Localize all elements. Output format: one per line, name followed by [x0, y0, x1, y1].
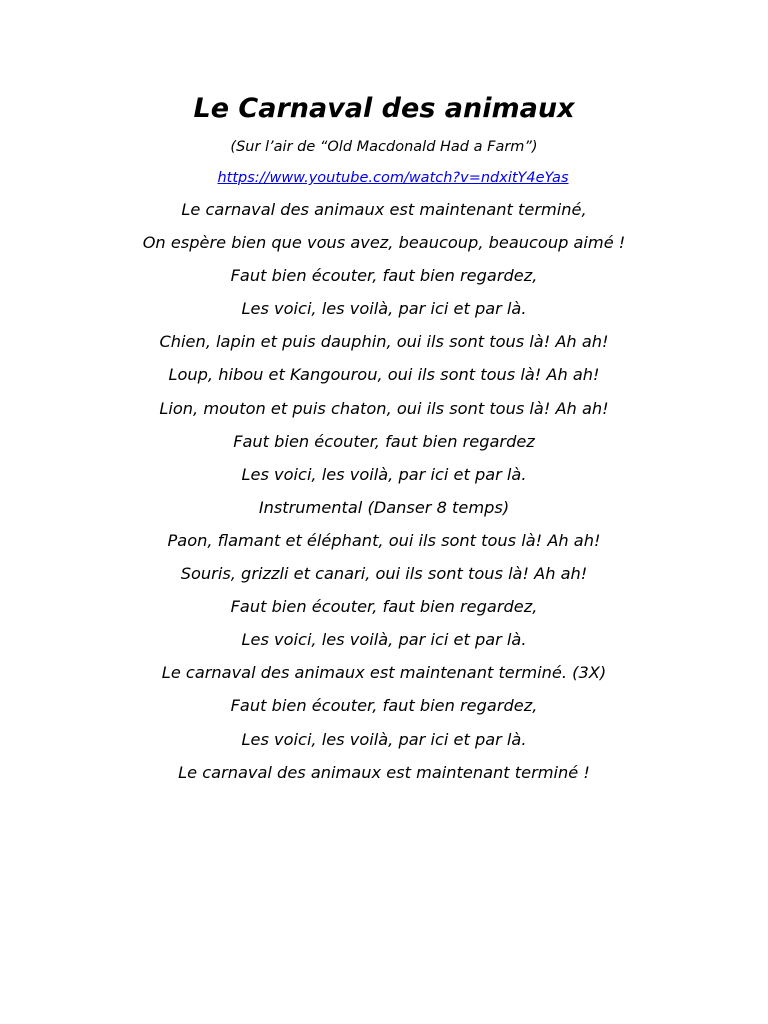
lyrics-list: [0, 195, 768, 791]
lyric-line: Instrumental (Danser 8 temps): [258, 497, 510, 517]
lyric-line: Loup, hibou et Kangourou, oui ils sont tous là! Ah ah!: [168, 365, 600, 385]
subtitle: (Sur l’air de “Old Macdonald Had a Farm”): [230, 139, 538, 155]
youtube-link-line: [0, 168, 768, 188]
lyric-line: Faut bien écouter, faut bien regardez,: [230, 597, 538, 617]
lyric-line: Le carnaval des animaux est maintenant terminé. (3X): [161, 663, 607, 683]
lyric-line: Le carnaval des animaux est maintenant terminé,: [181, 200, 587, 219]
lyric-line: Souris, grizzli et canari, oui ils sont tous là! Ah ah!: [180, 564, 588, 584]
lyric-line: Les voici, les voilà, par ici et par là.: [241, 630, 527, 650]
lyric-line: Le carnaval des animaux est maintenant terminé !: [178, 762, 590, 782]
lyric-line: Les voici, les voilà, par ici et par là.: [241, 729, 527, 749]
lyric-line: Les voici, les voilà, par ici et par là.: [241, 299, 527, 319]
lyric-line: Faut bien écouter, faut bien regardez,: [230, 266, 538, 286]
lyric-line: Faut bien écouter, faut bien regardez,: [230, 696, 538, 716]
lyric-line: On espère bien que vous avez, beaucoup, beaucoup aimé !: [142, 233, 626, 253]
youtube-link[interactable]: https://www.youtube.com/watch?v=ndxitY4eYas: [217, 170, 569, 186]
lyric-line: Faut bien écouter, faut bien regardez: [233, 431, 535, 451]
lyric-line: Chien, lapin et puis dauphin, oui ils sont tous là! Ah ah!: [159, 332, 609, 352]
lyric-line: Lion, mouton et puis chaton, oui ils sont tous là! Ah ah!: [159, 398, 609, 418]
lyric-line: Les voici, les voilà, par ici et par là.: [241, 464, 527, 484]
page-title: Le Carnaval des animaux: [193, 93, 575, 124]
lyric-line: Paon, flamant et éléphant, oui ils sont tous là! Ah ah!: [167, 530, 601, 550]
